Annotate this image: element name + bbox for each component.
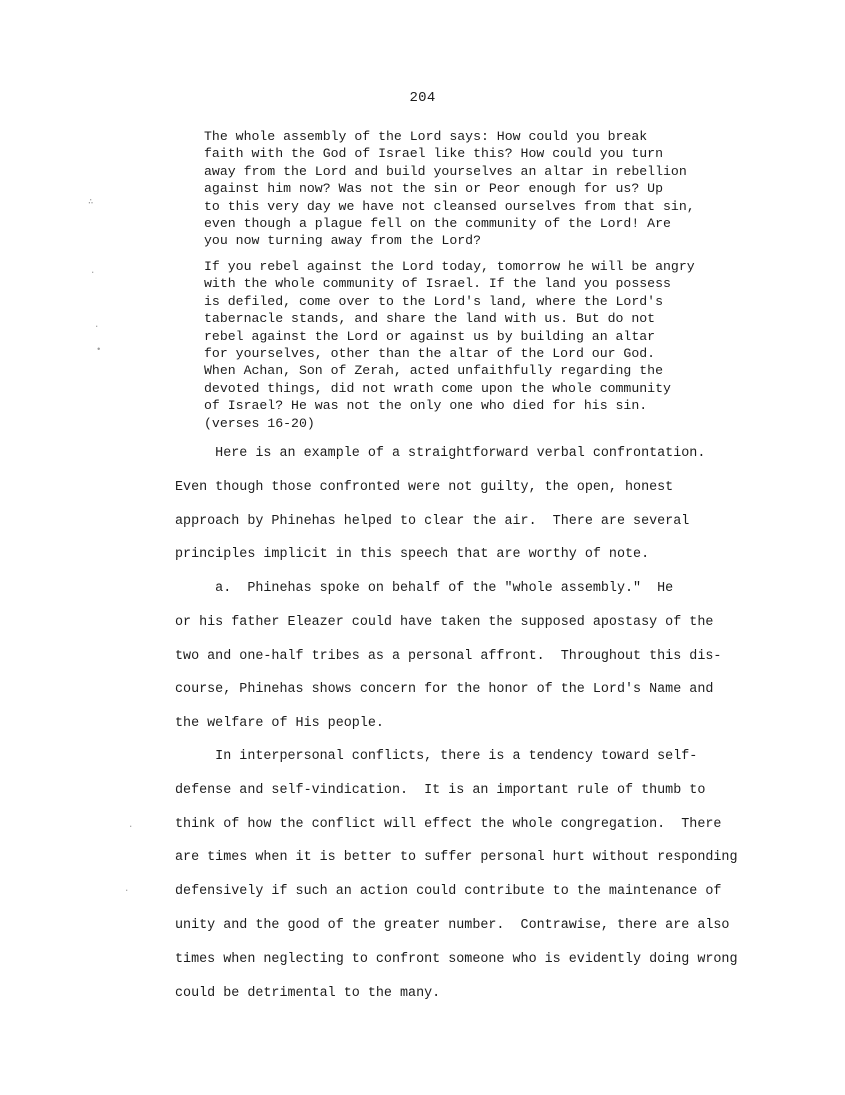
block-quote-2 bbox=[204, 258, 764, 432]
paragraph-line: defense and self-vindication. It is an important rule of thumb to bbox=[175, 782, 706, 798]
quote-line: with the whole community of Israel. If the land you possess bbox=[204, 276, 671, 292]
paragraph-line: course, Phinehas shows concern for the honor of the Lord's Name and bbox=[175, 682, 714, 698]
scan-artifact: · bbox=[94, 322, 100, 332]
quote-line: against him now? Was not the sin or Peor enough for us? Up bbox=[204, 181, 663, 197]
quote-line: you now turning away from the Lord? bbox=[204, 233, 481, 249]
paragraph-line: Even though those confronted were not guilty, the open, honest bbox=[175, 479, 674, 495]
block-quote-1 bbox=[204, 128, 764, 250]
page-number: 204 bbox=[409, 90, 436, 106]
paragraph-line: think of how the conflict will effect the whole congregation. There bbox=[175, 816, 722, 832]
paragraph-line: defensively if such an action could contribute to the maintenance of bbox=[175, 884, 722, 900]
paragraph-line: or his father Eleazer could have taken the supposed apostasy of the bbox=[175, 614, 714, 630]
quote-line: faith with the God of Israel like this? How could you turn bbox=[204, 146, 663, 162]
body-paragraph-1 bbox=[175, 437, 795, 572]
paragraph-line: approach by Phinehas helped to clear the air. There are several bbox=[175, 513, 690, 529]
paragraph-line: two and one-half tribes as a personal affront. Throughout this dis- bbox=[175, 648, 722, 664]
scan-artifact: • bbox=[96, 345, 102, 355]
paragraph-line: could be detrimental to the many. bbox=[175, 985, 441, 1001]
quote-line: of Israel? He was not the only one who died for his sin. bbox=[204, 398, 648, 414]
paragraph-line: the welfare of His people. bbox=[175, 716, 384, 732]
paragraph-line: a. Phinehas spoke on behalf of the "whole assembly." He bbox=[175, 581, 674, 596]
paragraph-line: times when neglecting to confront someone who is evidently doing wrong bbox=[175, 951, 738, 967]
scan-artifact: · bbox=[128, 822, 134, 832]
paragraph-line: principles implicit in this speech that are worthy of note. bbox=[175, 547, 650, 563]
body-paragraph-3 bbox=[175, 740, 795, 1010]
quote-line: (verses 16-20) bbox=[204, 415, 315, 431]
quote-line: is defiled, come over to the Lord's land, where the Lord's bbox=[204, 293, 663, 309]
paragraph-line: In interpersonal conflicts, there is a tendency toward self- bbox=[175, 749, 698, 764]
quote-line: tabernacle stands, and share the land with us. But do not bbox=[204, 311, 656, 327]
paragraph-line: Here is an example of a straightforward verbal confrontation. bbox=[175, 446, 706, 461]
quote-line: devoted things, did not wrath come upon the whole community bbox=[204, 380, 671, 396]
quote-line: The whole assembly of the Lord says: How could you break bbox=[204, 129, 648, 144]
scan-artifact: · bbox=[90, 268, 96, 278]
body-paragraph-2 bbox=[175, 572, 795, 741]
quote-line: If you rebel against the Lord today, tomorrow he will be angry bbox=[204, 259, 695, 274]
paragraph-line: unity and the good of the greater number. Contrawise, there are also bbox=[175, 917, 730, 933]
scan-artifact: · bbox=[124, 886, 130, 896]
quote-line: away from the Lord and build yourselves an altar in rebellion bbox=[204, 163, 687, 179]
quote-line: rebel against the Lord or against us by building an altar bbox=[204, 328, 656, 344]
quote-line: for yourselves, other than the altar of the Lord our God. bbox=[204, 346, 656, 362]
paragraph-line: are times when it is better to suffer personal hurt without responding bbox=[175, 850, 738, 866]
quote-line: When Achan, Son of Zerah, acted unfaithfully regarding the bbox=[204, 363, 663, 379]
quote-line: to this very day we have not cleansed ourselves from that sin, bbox=[204, 198, 695, 214]
quote-line: even though a plague fell on the community of the Lord! Are bbox=[204, 216, 671, 232]
scan-artifact: ∴ bbox=[88, 197, 94, 207]
